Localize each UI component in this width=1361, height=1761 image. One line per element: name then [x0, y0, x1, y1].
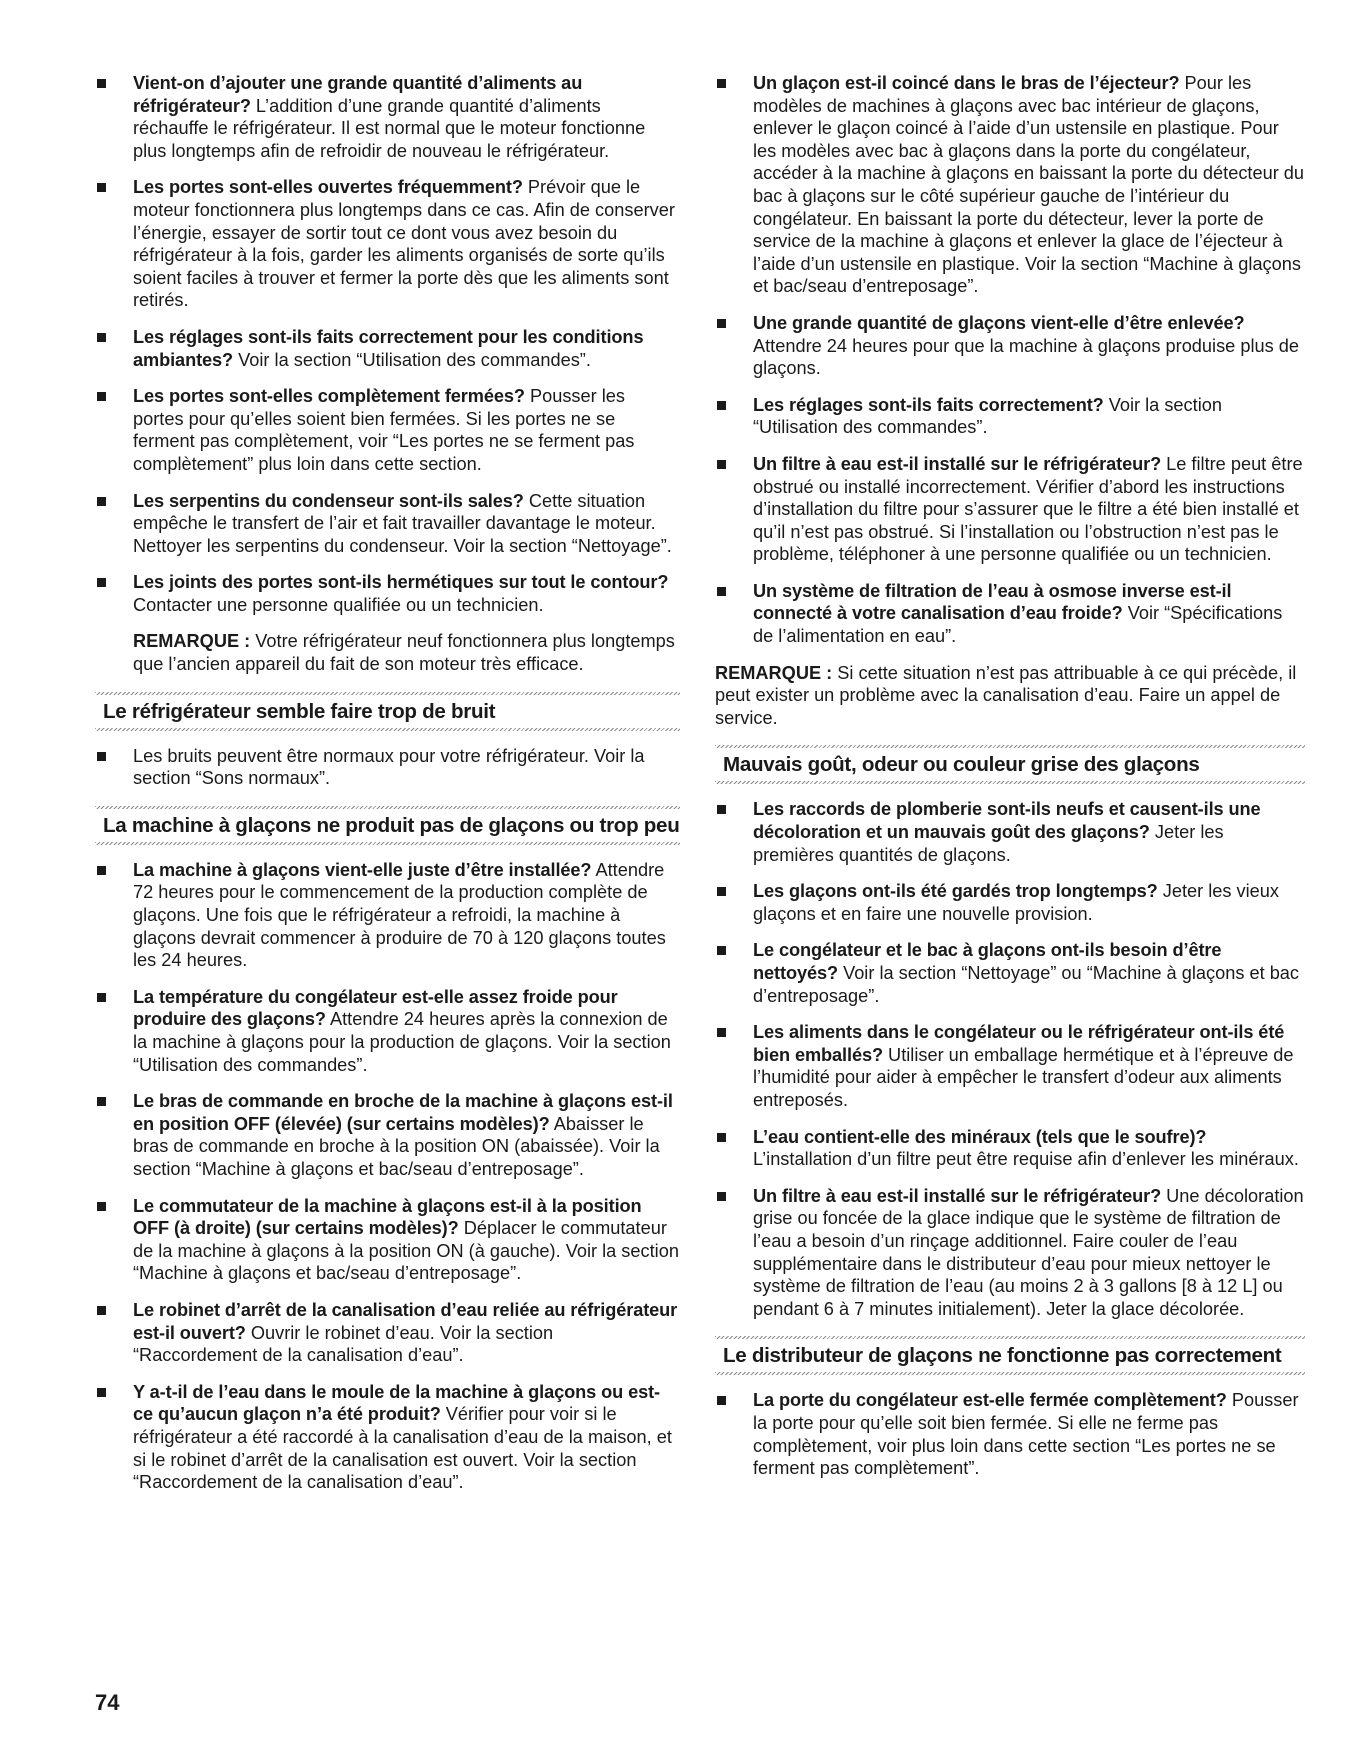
item-question: Les glaçons ont-ils été gardés trop longtemps?: [753, 881, 1158, 902]
item-answer: L’addition d’une grande quantité d’aliments réchauffe le réfrigérateur. Il est normal que le moteur fonctionne plus longtemps afin de refroidir de nouveau le réfrigérateur.: [133, 95, 646, 161]
section-title: La machine à glaçons ne produit pas de glaçons ou trop peu: [103, 813, 680, 837]
item-question: La machine à glaçons vient-elle juste d’être installée?: [133, 859, 592, 880]
item-question: La porte du congélateur est-elle fermée complètement?: [753, 1390, 1227, 1411]
list-item: [95, 1299, 680, 1367]
item-question: Le commutateur de la machine à glaçons est-il à la position OFF (à droite) (sur certains modèles)?: [133, 1195, 642, 1239]
left-column: [95, 72, 680, 1508]
ice-production-items: [95, 859, 680, 1494]
item-question: Les réglages sont-ils faits correctement?: [753, 394, 1104, 415]
bullet-icon: [717, 319, 726, 328]
item-question: Un glaçon est-il coincé dans le bras de l’éjecteur?: [753, 73, 1180, 93]
item-question: Les serpentins du condenseur sont-ils sales?: [133, 490, 524, 511]
right-column: [715, 72, 1305, 1494]
item-question: Les aliments dans le congélateur ou le réfrigérateur ont-ils été bien emballés?: [753, 1022, 1285, 1065]
bullet-icon: [717, 587, 726, 596]
list-item: [95, 859, 680, 972]
bullet-icon: [97, 183, 106, 192]
list-item: [95, 176, 680, 312]
list-item: [715, 453, 1305, 566]
list-item: [95, 1090, 680, 1180]
item-question: Les réglages sont-ils faits correctement pour les conditions ambiantes?: [133, 326, 644, 370]
list-item: [715, 1389, 1305, 1479]
section-title: Mauvais goût, odeur ou couleur grise des glaçons: [723, 753, 1200, 777]
item-question: Y a-t-il de l’eau dans le moule de la machine à glaçons ou est-ce qu’aucun glaçon n’a été produit?: [133, 1381, 661, 1425]
list-item: [715, 580, 1305, 648]
section-header-ice-production: [95, 806, 680, 845]
item-answer: Le filtre peut être obstrué ou installé incorrectement. Vérifier d’abord les instructions d’installation du filtre pour s’assurer que le filtre a été bien installé et qu’il n’est pas obstrué. Si l’installation ou l’obstruction n’est pas le problème, téléphoner à une personne qualifiée ou un technicien.: [753, 453, 1303, 565]
item-answer: Voir “Spécifications de l’alimentation en eau”.: [753, 603, 1283, 647]
item-answer: Voir la section “Utilisation des commandes”.: [233, 349, 591, 370]
note: [95, 630, 680, 675]
bullet-icon: [717, 460, 726, 469]
list-item: [715, 1185, 1305, 1321]
bullet-icon: [97, 497, 106, 506]
bullet-icon: [717, 1396, 726, 1405]
taste-items: [715, 798, 1305, 1320]
bullet-icon: [717, 946, 726, 955]
item-answer: Voir la section “Utilisation des commandes”.: [753, 394, 1222, 438]
item-answer: Voir la section “Nettoyage” ou “Machine à glaçons et bac d’entreposage”.: [753, 963, 1300, 1006]
list-item: [715, 939, 1305, 1007]
item-answer: Jeter les vieux glaçons et en faire une nouvelle provision.: [753, 881, 1279, 924]
item-question: Un filtre à eau est-il installé sur le réfrigérateur?: [753, 453, 1162, 474]
list-item: [95, 72, 680, 162]
item-question: Les joints des portes sont-ils hermétiques sur tout le contour?: [133, 572, 669, 593]
list-item: [715, 798, 1305, 866]
item-question: Les portes sont-elles complètement fermées?: [133, 386, 525, 407]
item-question: Un filtre à eau est-il installé sur le réfrigérateur?: [753, 1185, 1162, 1206]
section-title: Le réfrigérateur semble faire trop de bruit: [103, 699, 496, 723]
note: [715, 662, 1305, 730]
bullet-icon: [97, 578, 106, 587]
list-item: [715, 72, 1305, 298]
item-question: L’eau contient-elle des minéraux (tels que le soufre)?: [753, 1126, 1207, 1147]
item-answer: Pousser les portes pour qu’elles soient bien fermées. Si les portes ne se ferment pas complètement, voir “Les portes ne se ferment pas complètement” plus loin dans cette section.: [133, 386, 635, 474]
bullet-icon: [97, 1202, 106, 1211]
item-answer: Vérifier pour voir si le réfrigérateur a été raccordé à la canalisation d’eau de la maison, et si le robinet d’arrêt de la canalisation est ouvert. Voir la section “Raccordement de la canalisation d’eau”.: [133, 1404, 672, 1493]
bullet-icon: [97, 1388, 106, 1397]
item-answer: Contacter une personne qualifiée ou un technicien.: [133, 594, 544, 615]
note-label: REMARQUE :: [715, 662, 833, 683]
bullet-icon: [97, 993, 106, 1002]
list-item: [95, 326, 680, 371]
item-question: Une grande quantité de glaçons vient-elle d’être enlevée?: [753, 312, 1245, 333]
bullet-icon: [97, 333, 106, 342]
bullet-icon: [97, 79, 106, 88]
item-answer: Attendre 72 heures pour le commencement de la production complète de glaçons. Une fois que le réfrigérateur a refroidi, la machine à glaçons devrait commencer à produire de 70 à 120 glaçons toutes les 24 heures.: [133, 859, 666, 971]
item-answer: Utiliser un emballage hermétique et à l’épreuve de l’humidité pour aider à empêcher le transfert d’odeur aux aliments entreposés.: [753, 1044, 1294, 1110]
note-text: Votre réfrigérateur neuf fonctionnera plus longtemps que l’ancien appareil du fait de son moteur très efficace.: [133, 631, 675, 675]
bullet-icon: [717, 1192, 726, 1201]
section-header-dispenser: [715, 1336, 1305, 1375]
list-item: [95, 745, 680, 790]
bullet-icon: [717, 401, 726, 410]
item-question: Le bras de commande en broche de la machine à glaçons est-il en position OFF (élevée) (sur certains modèles)?: [133, 1091, 673, 1134]
bullet-icon: [717, 805, 726, 814]
section-header-noise: [95, 692, 680, 731]
item-answer: Attendre 24 heures pour que la machine à glaçons produise plus de glaçons.: [753, 335, 1299, 379]
list-item: [715, 312, 1305, 380]
section-title: Le distributeur de glaçons ne fonctionne pas correctement: [723, 1344, 1282, 1368]
item-question: Les portes sont-elles ouvertes fréquemment?: [133, 177, 523, 198]
list-item: [715, 880, 1305, 925]
bullet-icon: [717, 887, 726, 896]
list-item: [95, 1195, 680, 1285]
item-answer: Jeter les premières quantités de glaçons.: [753, 822, 1224, 865]
bullet-icon: [717, 1028, 726, 1037]
item-answer: Déplacer le commutateur de la machine à glaçons à la position ON (à gauche). Voir la section “Machine à glaçons et bac/seau d’entreposage”.: [133, 1218, 679, 1284]
item-question: Les raccords de plomberie sont-ils neufs et causent-ils une décoloration et un mauvais goût des glaçons?: [753, 799, 1261, 843]
note-label: REMARQUE :: [133, 631, 251, 652]
bullet-icon: [97, 1306, 106, 1315]
item-answer: Prévoir que le moteur fonctionnera plus longtemps dans ce cas. Afin de conserver l’énergie, essayer de sortir tout ce dont vous avez besoin du réfrigérateur à la fois, garder les aliments organisés de sorte qu’ils soient faciles à trouver et fermer la porte dès que les aliments sont retirés.: [133, 177, 675, 311]
bullet-icon: [97, 1097, 106, 1106]
note-text: Si cette situation n’est pas attribuable à ce qui précède, il peut exister un problème avec la canalisation d’eau. Faire un appel de service.: [715, 662, 1297, 728]
bullet-icon: [97, 752, 106, 761]
list-item: [95, 490, 680, 558]
item-question: Le congélateur et le bac à glaçons ont-ils besoin d’être nettoyés?: [753, 940, 1222, 983]
item-answer: Une décoloration grise ou foncée de la glace indique que le système de filtration de l’eau a besoin d’un rinçage additionnel. Faire couler de l’eau supplémentaire dans le distributeur d’eau pour mieux nettoyer le système de filtration de l’eau (au moins 2 à 3 gallons [8 à 12 L] ou pendant 6 à 7 minutes initialement). Jeter la glace décolorée.: [753, 1185, 1304, 1319]
item-answer: Pour les modèles de machines à glaçons avec bac intérieur de glaçons, enlever le glaçon coincé à l’aide d’un ustensile en plastique. Pour les modèles avec bac à glaçons dans la porte du congélateur, accéder à la machine à glaçons en baissant la porte du détecteur du bac à glaçons sur le côté supérieur gauche de l’intérieur du congélateur. En baissant la porte du détecteur, lever la porte de service de la machine à glaçons et enlever la glace de l’éjecteur à l’aide d’un ustensile en plastique. Voir la section “Machine à glaçons et bac/seau d’entreposage”.: [753, 73, 1305, 297]
item-answer: Ouvrir le robinet d’eau. Voir la section “Raccordement de la canalisation d’eau”.: [133, 1322, 554, 1366]
item-question: Vient-on d’ajouter une grande quantité d’aliments au réfrigérateur?: [133, 73, 583, 116]
item-answer: L’installation d’un filtre peut être requise afin d’enlever les minéraux.: [753, 1149, 1299, 1170]
list-item: [95, 385, 680, 475]
item-question: Un système de filtration de l’eau à osmose inverse est-il connecté à votre canalisation d’eau froide?: [753, 580, 1232, 624]
list-item: [95, 986, 680, 1076]
item-answer: Les bruits peuvent être normaux pour votre réfrigérateur. Voir la section “Sons normaux”.: [133, 745, 645, 789]
bullet-icon: [717, 1133, 726, 1142]
ice-maker-items: [715, 72, 1305, 648]
list-item: [715, 394, 1305, 439]
dispenser-items: [715, 1389, 1305, 1479]
item-answer: Abaisser le bras de commande en broche à la position ON (abaissée). Voir la section “Machine à glaçons et bac/seau d’entreposage”.: [133, 1113, 660, 1179]
bullet-icon: [717, 79, 726, 88]
list-item: [95, 1381, 680, 1494]
section-header-taste: [715, 745, 1305, 784]
checklist-items: [95, 72, 680, 616]
list-item: [715, 1126, 1305, 1171]
list-item: [95, 571, 680, 616]
item-question: La température du congélateur est-elle assez froide pour produire des glaçons?: [133, 986, 618, 1030]
page-number: 74: [95, 1690, 120, 1715]
noise-items: [95, 745, 680, 790]
item-answer: Cette situation empêche le transfert de l’air et fait travailler davantage le moteur. Nettoyer les serpentins du condenseur. Voir la section “Nettoyage”.: [133, 490, 672, 556]
item-answer: Pousser la porte pour qu’elle soit bien fermée. Si elle ne ferme pas complètement, voir plus loin dans cette section “Les portes ne se ferment pas complètement”.: [753, 1390, 1299, 1479]
list-item: [715, 1021, 1305, 1111]
item-question: Le robinet d’arrêt de la canalisation d’eau reliée au réfrigérateur est-il ouvert?: [133, 1299, 678, 1343]
bullet-icon: [97, 866, 106, 875]
item-answer: Attendre 24 heures après la connexion de la machine à glaçons pour la production de glaçons. Voir la section “Utilisation des commandes”.: [133, 1009, 671, 1075]
bullet-icon: [97, 392, 106, 401]
